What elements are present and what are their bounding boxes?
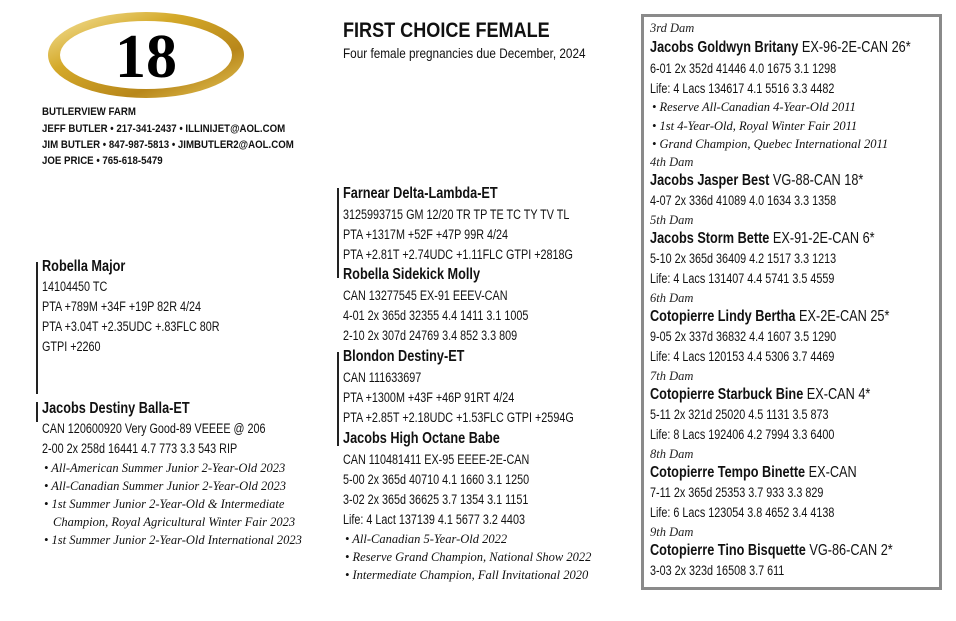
dam-dam-line: Life: 4 Lact 137139 4.1 5677 3.2 4403 (343, 512, 525, 527)
dam-record: 5-11 2x 321d 25020 4.5 1131 3.5 873 (650, 407, 829, 422)
dam-line: CAN 120600920 Very Good-89 VEEEE @ 206 (42, 421, 266, 436)
dam-generation-label: 9th Dam (650, 525, 694, 539)
dam-dam-line: 3-02 2x 365d 36625 3.7 1354 3.1 1151 (343, 492, 529, 507)
lot-number: 18 (115, 23, 177, 91)
honor-item: • 1st Summer Junior 2-Year-Old & Intermediate (44, 497, 285, 511)
honor-item: • Reserve Grand Champion, National Show 2022 (345, 550, 592, 564)
dam-record: Life: 4 Lacs 134617 4.1 5516 3.3 4482 (650, 81, 835, 96)
pedigree-bracket (337, 188, 339, 278)
sire-dam-name: Robella Sidekick Molly (343, 266, 481, 283)
dam-name: Cotopierre Lindy Bertha EX-2E-CAN 25* (650, 308, 890, 325)
sire-name: Robella Major (42, 258, 126, 275)
honor-item: • All-American Summer Junior 2-Year-Old 2023 (44, 461, 286, 475)
sire-line: 14104450 TC (42, 279, 108, 294)
dam-record: 5-10 2x 365d 36409 4.2 1517 3.3 1213 (650, 251, 837, 266)
farm-contact: JOE PRICE • 765-618-5479 (42, 155, 163, 167)
dam-record: Life: 8 Lacs 192406 4.2 7994 3.3 6400 (650, 427, 835, 442)
dam-record: Life: 4 Lacs 120153 4.4 5306 3.7 4469 (650, 349, 835, 364)
sire-line: PTA +3.04T +2.35UDC +.83FLC 80R (42, 319, 220, 334)
honor-item: • 1st 4-Year-Old, Royal Winter Fair 2011 (652, 119, 858, 133)
dam-generation-label: 8th Dam (650, 447, 694, 461)
farm-contact: JIM BUTLER • 847-987-5813 • JIMBUTLER2@AOL.COM (42, 139, 294, 151)
pedigree-bracket (36, 402, 38, 422)
dam-record: 9-05 2x 337d 36832 4.4 1607 3.5 1290 (650, 329, 837, 344)
dam-record: 7-11 2x 365d 25353 3.7 933 3.3 829 (650, 485, 824, 500)
dam-name: Jacobs Storm Bette EX-91-2E-CAN 6* (650, 230, 875, 247)
dam-dam-line: 5-00 2x 365d 40710 4.1 1660 3.1 1250 (343, 472, 530, 487)
dam-name: Jacobs Destiny Balla-ET (42, 400, 190, 417)
honor-item: • All-Canadian 5-Year-Old 2022 (345, 532, 508, 546)
sire-dam-line: CAN 13277545 EX-91 EEEV-CAN (343, 288, 508, 303)
dam-generation-label: 4th Dam (650, 155, 694, 169)
honor-item: • Reserve All-Canadian 4-Year-Old 2011 (652, 100, 856, 114)
dam-sire-line: PTA +2.85T +2.18UDC +1.53FLC GTPI +2594G (343, 410, 574, 425)
pedigree-bracket (36, 262, 38, 394)
honor-item: • All-Canadian Summer Junior 2-Year-Old 2023 (44, 479, 286, 493)
dam-generation-label: 5th Dam (650, 213, 694, 227)
honor-item: • Intermediate Champion, Fall Invitational 2020 (345, 568, 589, 582)
lot-badge (46, 10, 246, 100)
sire-dam-line: 2-10 2x 307d 24769 3.4 852 3.3 809 (343, 328, 518, 343)
dam-name: Cotopierre Tempo Binette EX-CAN (650, 464, 857, 481)
dam-sire-line: PTA +1300M +43F +46P 91RT 4/24 (343, 390, 515, 405)
dam-record: 6-01 2x 352d 41446 4.0 1675 3.1 1298 (650, 61, 837, 76)
honor-item: • Grand Champion, Quebec International 2011 (652, 137, 889, 151)
sire-sire-line: PTA +1317M +52F +47P 99R 4/24 (343, 227, 509, 242)
honor-item: • 1st Summer Junior 2-Year-Old International 2023 (44, 533, 302, 547)
dam-record: Life: 4 Lacs 131407 4.4 5741 3.5 4559 (650, 271, 835, 286)
dam-record: Life: 6 Lacs 123054 3.8 4652 3.4 4138 (650, 505, 835, 520)
dam-generation-label: 6th Dam (650, 291, 694, 305)
dam-name: Jacobs Goldwyn Britany EX-96-2E-CAN 26* (650, 39, 911, 56)
dam-dam-line: CAN 110481411 EX-95 EEEE-2E-CAN (343, 452, 530, 467)
dam-dam-name: Jacobs High Octane Babe (343, 430, 500, 447)
page-title: FIRST CHOICE FEMALE (343, 19, 550, 42)
dam-sire-line: CAN 111633697 (343, 370, 422, 385)
honor-item: Champion, Royal Agricultural Winter Fair 2023 (53, 515, 296, 529)
dam-generation-label: 3rd Dam (650, 21, 695, 35)
sire-sire-line: 3125993715 GM 12/20 TR TP TE TC TY TV TL (343, 207, 570, 222)
dam-record: 3-03 2x 323d 16508 3.7 611 (650, 563, 785, 578)
dam-sire-name: Blondon Destiny-ET (343, 348, 465, 365)
sire-line: PTA +789M +34F +19P 82R 4/24 (42, 299, 202, 314)
farm-name: BUTLERVIEW FARM (42, 106, 136, 118)
dam-name: Cotopierre Starbuck Bine EX-CAN 4* (650, 386, 871, 403)
dam-name: Cotopierre Tino Bisquette VG-86-CAN 2* (650, 542, 893, 559)
page-subtitle: Four female pregnancies due December, 2024 (343, 45, 586, 61)
dam-name: Jacobs Jasper Best VG-88-CAN 18* (650, 172, 864, 189)
dam-generation-label: 7th Dam (650, 369, 694, 383)
sire-sire-line: PTA +2.81T +2.74UDC +1.11FLC GTPI +2818G (343, 247, 573, 262)
dam-record: 4-07 2x 336d 41089 4.0 1634 3.3 1358 (650, 193, 837, 208)
sire-sire-name: Farnear Delta-Lambda-ET (343, 185, 498, 202)
farm-contact: JEFF BUTLER • 217-341-2437 • ILLINIJET@AOL.COM (42, 123, 286, 135)
sire-dam-line: 4-01 2x 365d 32355 4.4 1411 3.1 1005 (343, 308, 529, 323)
sire-line: GTPI +2260 (42, 339, 101, 354)
dam-line: 2-00 2x 258d 16441 4.7 773 3.3 543 RIP (42, 441, 238, 456)
pedigree-bracket (337, 352, 339, 446)
